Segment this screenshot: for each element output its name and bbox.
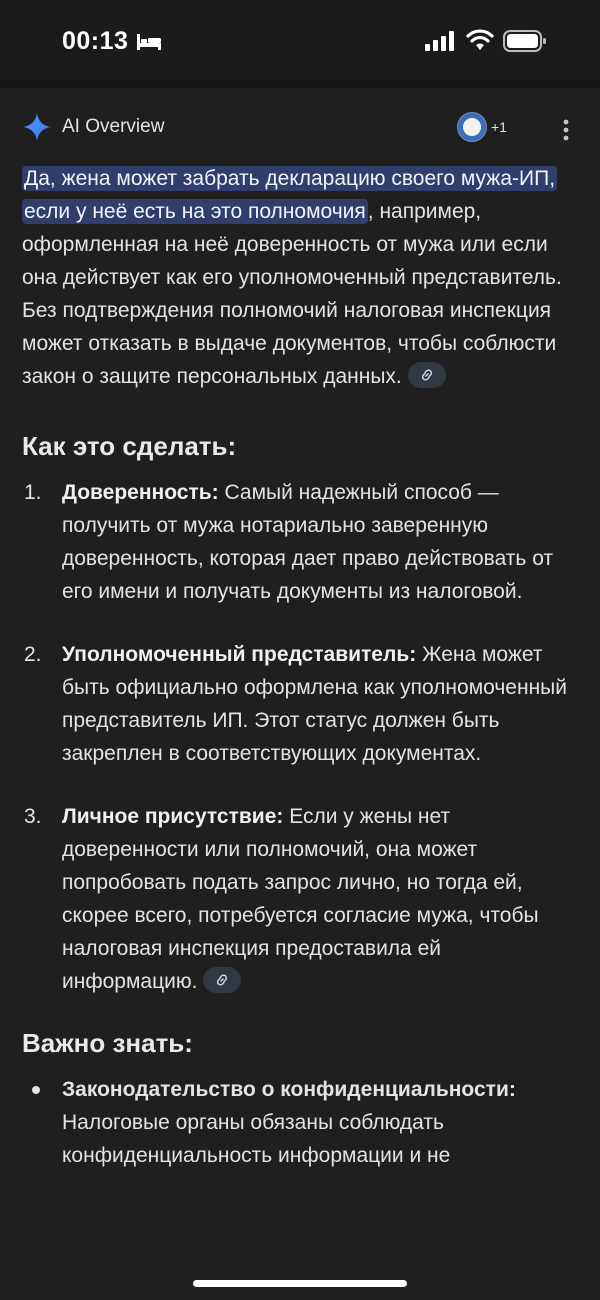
link-icon [215,973,229,987]
list-item-heading: Личное присутствие: [62,805,284,828]
source-count[interactable]: +1 [491,119,507,135]
list-item-text: Жена может быть официально оформлена как уполномоченный представитель ИП. Этот статус должен быть закреплен в соответствующих документах. [62,643,568,765]
signal-icon [425,31,457,51]
wifi-icon [466,28,494,52]
section-title-how-to: Как это сделать: [22,431,237,461]
list-number: 2. [24,643,42,666]
source-link-chip[interactable] [408,362,446,388]
list-item-heading: Уполномоченный представитель: [62,643,417,666]
list-item [22,800,582,998]
list-item-text: Налоговые органы обязаны соблюдать конфиденциальность информации и не [62,1111,451,1167]
divider [0,80,600,88]
source-avatar[interactable] [457,112,487,142]
status-time: 00:13 [62,27,129,55]
link-icon [420,368,434,382]
list-number: 3. [24,805,42,828]
how-to-list [22,476,582,998]
important-list [22,1073,582,1172]
source-link-chip[interactable] [203,967,241,993]
header-title: AI Overview [62,116,165,137]
bullet [32,1086,40,1094]
list-item [22,638,582,770]
list-item-text: Если у жены нет доверенности или полномочий, она может попробовать подать запрос лично, но тогда ей, скорее всего, потребуется согласие мужа, чтобы налоговая инспекция предоставила ей информацию. [62,805,539,993]
intro-paragraph [22,162,582,393]
sparkle-icon [22,112,52,142]
section-title-important: Важно знать: [22,1028,193,1058]
list-item [22,1073,582,1172]
list-item [22,476,582,608]
highlighted-answer: Да, жена может забрать декларацию своего мужа-ИП, если у неё есть на это полномочия [24,167,556,223]
status-bar [0,0,600,80]
ai-overview-header [0,100,600,156]
more-vert-icon[interactable] [556,118,576,142]
list-number: 1. [24,481,42,504]
intro-rest: , например, оформленная на неё доверенность от мужа или если она действует как его уполномоченный представитель. Без подтверждения полномочий налоговая инспекция может отказать в выдаче документов, чтобы соблюсти закон о защите персональных данных. [22,200,562,388]
home-indicator[interactable] [193,1280,407,1287]
list-item-text: Самый надежный способ — получить от мужа нотариально заверенную доверенность, которая дает право действовать от его имени и получать документы из налоговой. [62,481,554,603]
list-item-heading: Доверенность: [62,481,219,504]
bed-icon [136,30,162,52]
battery-icon [503,29,547,53]
overview-content [22,162,582,1172]
list-item-heading: Законодательство о конфиденциальности: [62,1078,516,1101]
